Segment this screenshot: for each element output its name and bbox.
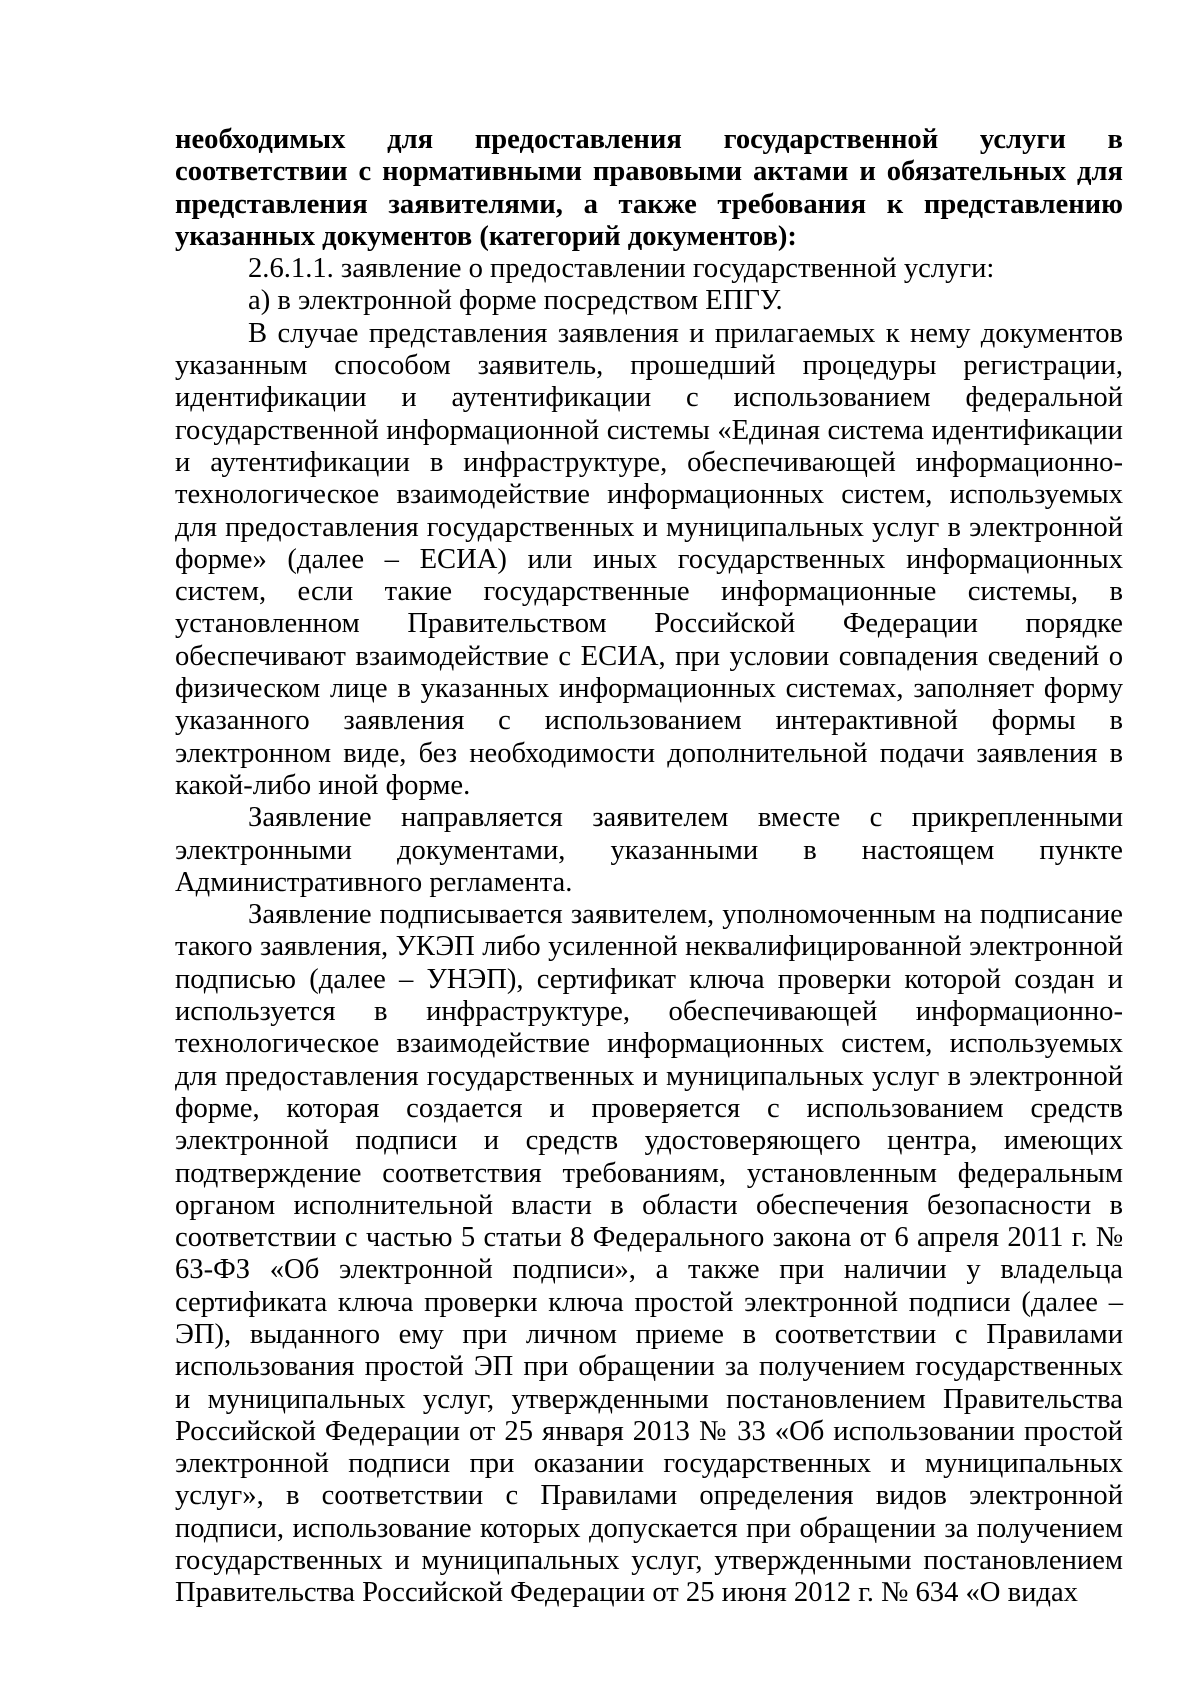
document-body: [175, 124, 1123, 1610]
paragraph-esia: В случае представления заявления и прилагаемых к нему документов указанным способом заявитель, прошедший процедуры регистрации, идентификации и аутентификации с использованием федеральной государственной информационной системы «Единая система идентификации и аутентификации в инфраструктуре, обеспечивающей информационно-технологическое взаимодействие информационных систем, используемых для предоставления государственных и муниципальных услуг в электронной форме» (далее – ЕСИА) или иных государственных информационных систем, если такие государственные информационные системы, в установленном Правительством Российской Федерации порядке обеспечивают взаимодействие с ЕСИА, при условии совпадения сведений о физическом лице в указанных информационных системах, заполняет форму указанного заявления с использованием интерактивной формы в электронном виде, без необходимости дополнительной подачи заявления в какой-либо иной форме.: [175, 317, 1123, 801]
section-heading-continuation: необходимых для предоставления государственной услуги в соответствии с нормативными правовыми актами и обязательных для представления заявителями, а также требования к представлению указанных документов (категорий документов):: [175, 124, 1123, 252]
paragraph-signature: Заявление подписывается заявителем, уполномоченным на подписание такого заявления, УКЭП либо усиленной неквалифицированной электронной подписью (далее – УНЭП), сертификат ключа проверки которой создан и используется в инфраструктуре, обеспечивающей информационно-технологическое взаимодействие информационных систем, используемых для предоставления государственных и муниципальных услуг в электронной форме, которая создается и проверяется с использованием средств электронной подписи и средств удостоверяющего центра, имеющих подтверждение соответствия требованиям, установленным федеральным органом исполнительной власти в области обеспечения безопасности в соответствии с частью 5 статьи 8 Федерального закона от 6 апреля 2011 г. № 63-ФЗ «Об электронной подписи», а также при наличии у владельца сертификата ключа проверки ключа простой электронной подписи (далее – ЭП), выданного ему при личном приеме в соответствии с Правилами использования простой ЭП при обращении за получением государственных и муниципальных услуг, утвержденными постановлением Правительства Российской Федерации от 25 января 2013 № 33 «Об использовании простой электронной подписи при оказании государственных и муниципальных услуг», в соответствии с Правилами определения видов электронной подписи, использование которых допускается при обращении за получением государственных и муниципальных услуг, утвержденными постановлением Правительства Российской Федерации от 25 июня 2012 г. № 634 «О видах: [175, 899, 1123, 1609]
item-2-6-1-1: 2.6.1.1. заявление о предоставлении государственной услуги:: [248, 253, 995, 285]
item-a: а) в электронной форме посредством ЕПГУ.: [248, 285, 783, 317]
paragraph-attachments: Заявление направляется заявителем вместе с прикрепленными электронными документами, указанными в настоящем пункте Административного регламента.: [175, 802, 1123, 898]
